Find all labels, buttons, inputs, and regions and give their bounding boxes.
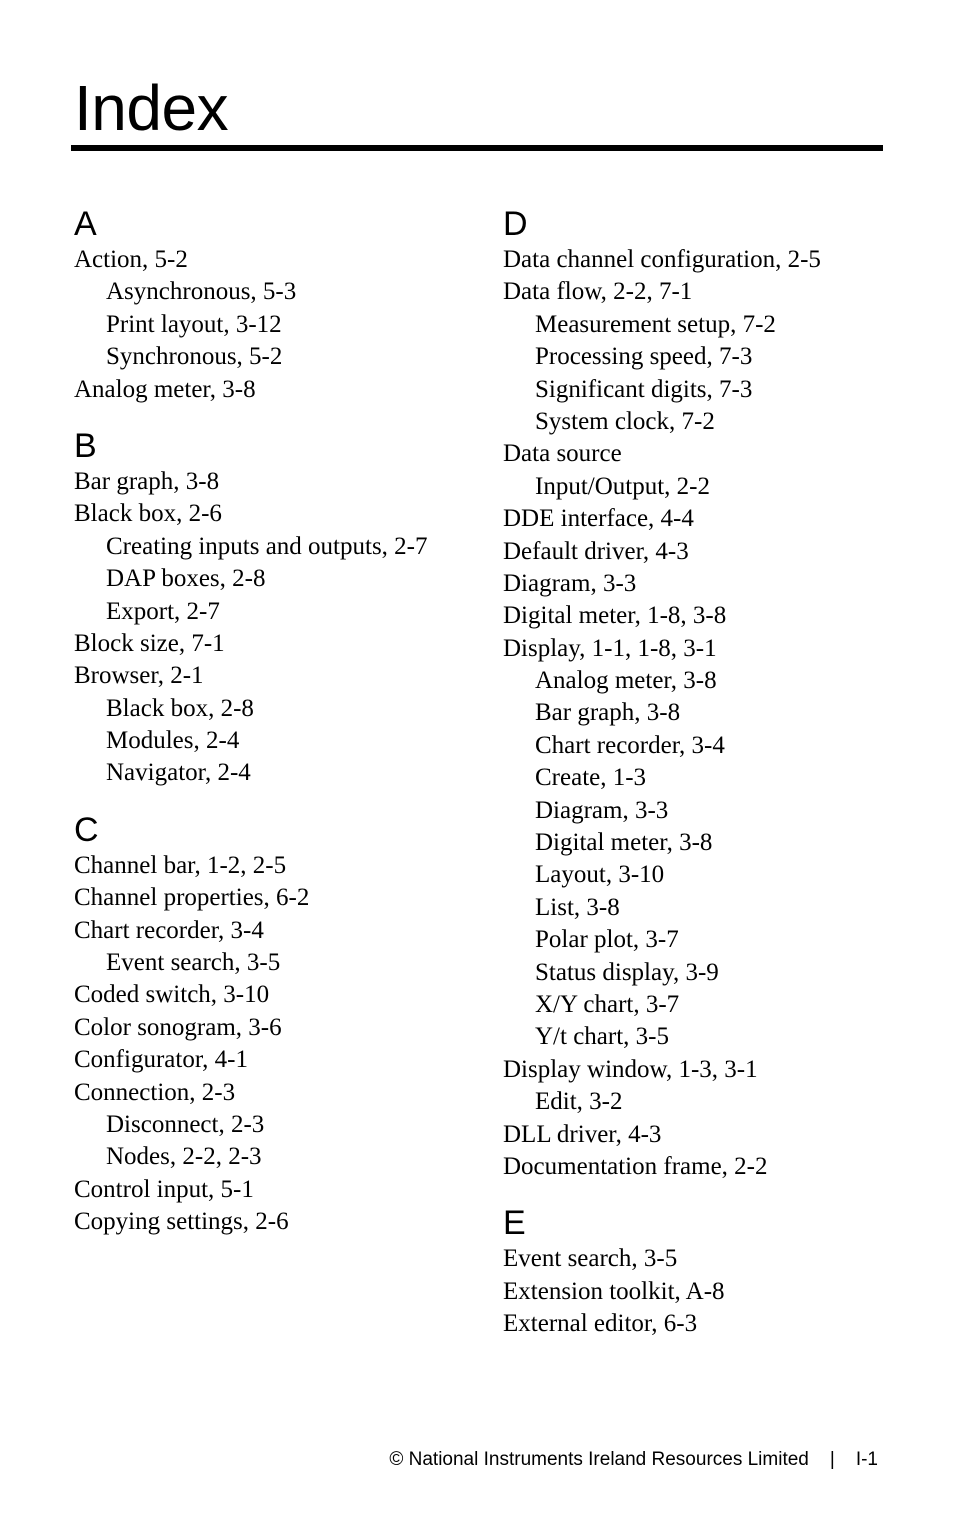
index-subentry: Digital meter, 3-8 (535, 829, 713, 857)
index-entry: DDE interface, 4-4 (503, 505, 694, 533)
index-subentry: Navigator, 2-4 (106, 759, 251, 787)
index-subentry: Nodes, 2-2, 2-3 (106, 1143, 262, 1171)
index-subentry: Status display, 3-9 (535, 958, 719, 986)
index-entry: Black box, 2-6 (74, 500, 222, 528)
index-entry: Data channel configuration, 2-5 (503, 246, 821, 273)
index-entry: Documentation frame, 2-2 (503, 1152, 768, 1180)
index-entry: Color sonogram, 3-6 (74, 1013, 282, 1041)
index-subentry: Bar graph, 3-8 (535, 699, 681, 727)
index-entry: Display window, 1-3, 3-1 (503, 1055, 758, 1083)
index-entry: External editor, 6-3 (503, 1310, 698, 1338)
index-subentry: Creating inputs and outputs, 2-7 (106, 532, 428, 560)
index-subentry: Input/Output, 2-2 (535, 472, 710, 500)
index-subentry: X/Y chart, 3-7 (535, 990, 680, 1018)
index-subentry: System clock, 7-2 (535, 407, 715, 435)
page-title: Index (74, 72, 229, 144)
index-subentry: Black box, 2-8 (106, 694, 254, 722)
footer-copyright: © National Instruments Ireland Resources Limited (389, 1449, 809, 1470)
index-entry: Configurator, 4-1 (74, 1046, 248, 1074)
index-entry: Control input, 5-1 (74, 1175, 254, 1203)
section-letter: E (503, 1204, 526, 1243)
section-letter: B (74, 426, 97, 465)
index-entry: Default driver, 4-3 (503, 537, 689, 565)
index-subentry: List, 3-8 (535, 893, 620, 921)
footer-page-number: I-1 (855, 1449, 878, 1470)
index-section-e (503, 1203, 923, 1340)
index-entry: Diagram, 3-3 (503, 569, 637, 597)
index-subentry: Processing speed, 7-3 (535, 343, 753, 371)
index-subentry: Significant digits, 7-3 (535, 375, 753, 403)
index-entry: Block size, 7-1 (74, 629, 225, 657)
index-entry: Coded switch, 3-10 (74, 981, 270, 1009)
index-section-a (74, 204, 494, 406)
index-subentry: Disconnect, 2-3 (106, 1110, 265, 1138)
index-subentry: Create, 1-3 (535, 764, 647, 792)
index-subentry: Event search, 3-5 (106, 949, 281, 977)
index-entry: Display, 1-1, 1-8, 3-1 (503, 634, 717, 662)
index-subentry: Modules, 2-4 (106, 727, 240, 755)
index-subentry: Asynchronous, 5-3 (106, 278, 297, 306)
index-subentry: Diagram, 3-3 (535, 796, 669, 824)
index-subentry: Print layout, 3-12 (106, 310, 282, 338)
footer-separator: | (829, 1449, 835, 1470)
index-entry: DLL driver, 4-3 (503, 1120, 662, 1148)
index-entry: Action, 5-2 (74, 246, 188, 273)
index-column-left (74, 204, 494, 1259)
index-column-right (503, 204, 923, 1361)
index-subentry: Export, 2-7 (106, 597, 220, 625)
index-subentry: Measurement setup, 7-2 (535, 310, 776, 338)
index-subentry: Chart recorder, 3-4 (535, 731, 725, 759)
index-entry: Chart recorder, 3-4 (74, 916, 264, 944)
section-letter: A (74, 205, 97, 243)
index-section-b (74, 426, 494, 790)
index-subentry: Edit, 3-2 (535, 1088, 623, 1116)
index-subentry: DAP boxes, 2-8 (106, 565, 266, 593)
section-letter: D (503, 205, 528, 243)
index-subentry: Polar plot, 3-7 (535, 926, 679, 954)
index-entry: Data source (503, 440, 622, 468)
index-subentry: Y/t chart, 3-5 (535, 1023, 669, 1051)
index-entry: Event search, 3-5 (503, 1245, 678, 1273)
section-letter: C (74, 810, 99, 849)
index-entry: Copying settings, 2-6 (74, 1208, 289, 1236)
index-entry: Data flow, 2-2, 7-1 (503, 278, 693, 306)
index-entry: Digital meter, 1-8, 3-8 (503, 602, 727, 630)
title-rule (71, 145, 883, 151)
page-footer (389, 1447, 878, 1473)
index-section-d (503, 204, 923, 1183)
index-entry: Channel bar, 1-2, 2-5 (74, 851, 287, 879)
index-entry: Bar graph, 3-8 (74, 467, 220, 495)
index-entry: Channel properties, 6-2 (74, 884, 310, 912)
index-entry: Browser, 2-1 (74, 662, 204, 690)
index-subentry: Synchronous, 5-2 (106, 343, 283, 371)
index-entry: Connection, 2-3 (74, 1078, 236, 1106)
index-section-c (74, 810, 494, 1239)
index-subentry: Layout, 3-10 (535, 861, 665, 889)
index-entry: Extension toolkit, A-8 (503, 1277, 725, 1305)
index-subentry: Analog meter, 3-8 (535, 667, 717, 695)
index-entry: Analog meter, 3-8 (74, 375, 256, 403)
